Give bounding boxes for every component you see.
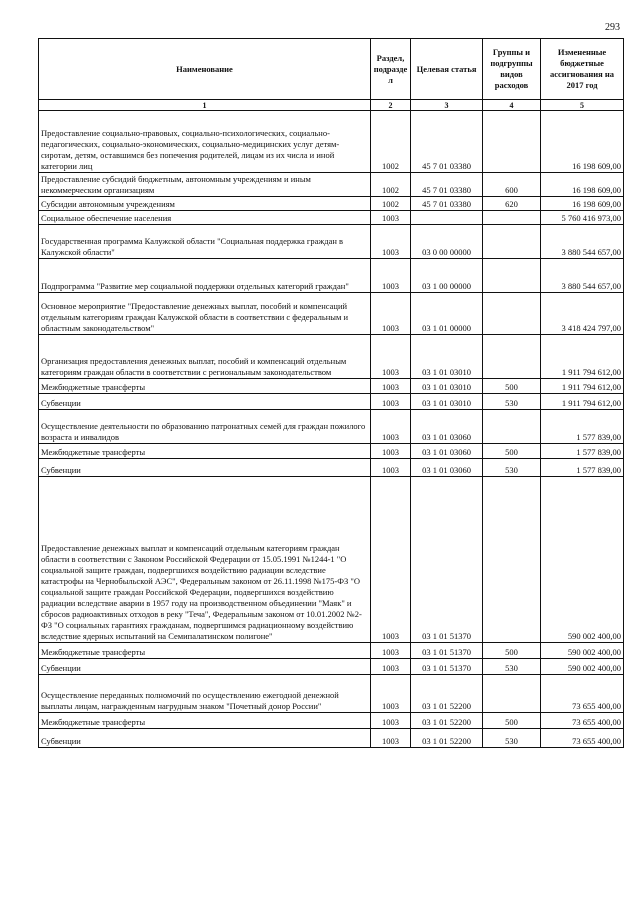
cell-group xyxy=(483,335,541,379)
cell-target xyxy=(411,211,483,225)
header-amount: Измененные бюджетные ассигнования на 2017 год xyxy=(541,39,624,100)
table-row xyxy=(39,394,624,410)
table-row xyxy=(39,379,624,394)
cell-section: 1002 xyxy=(371,173,411,197)
cell-target: 03 0 00 00000 xyxy=(411,225,483,259)
column-number: 1 xyxy=(39,100,371,111)
cell-group: 530 xyxy=(483,459,541,477)
table-row xyxy=(39,729,624,748)
cell-target: 03 1 01 52200 xyxy=(411,729,483,748)
cell-name: Подпрограмма "Развитие мер социальной поддержки отдельных категорий граждан" xyxy=(39,259,371,293)
cell-amount: 73 655 400,00 xyxy=(541,729,624,748)
cell-target: 45 7 01 03380 xyxy=(411,197,483,211)
cell-name: Государственная программа Калужской области "Социальная поддержка граждан в Калужской области" xyxy=(39,225,371,259)
cell-amount: 16 198 609,00 xyxy=(541,111,624,173)
cell-section: 1003 xyxy=(371,643,411,659)
cell-section: 1003 xyxy=(371,477,411,643)
cell-group xyxy=(483,293,541,335)
table-body xyxy=(39,111,624,748)
cell-group xyxy=(483,477,541,643)
cell-name: Осуществление деятельности по образованию патронатных семей для граждан пожилого возраста и инвалидов xyxy=(39,410,371,444)
table-row xyxy=(39,197,624,211)
cell-target: 03 1 01 03060 xyxy=(411,410,483,444)
cell-amount: 1 577 839,00 xyxy=(541,410,624,444)
cell-group: 500 xyxy=(483,713,541,729)
cell-group: 530 xyxy=(483,394,541,410)
cell-section: 1003 xyxy=(371,713,411,729)
header-target: Целевая статья xyxy=(411,39,483,100)
cell-section: 1003 xyxy=(371,459,411,477)
cell-name: Осуществление переданных полномочий по осуществлению ежегодной денежной выплаты лицам, награжденным нагрудным знаком "Почетный донор России" xyxy=(39,675,371,713)
cell-section: 1003 xyxy=(371,444,411,459)
cell-name: Межбюджетные трансферты xyxy=(39,444,371,459)
table-row xyxy=(39,659,624,675)
cell-section: 1003 xyxy=(371,225,411,259)
cell-target: 03 1 01 51370 xyxy=(411,643,483,659)
cell-target: 03 1 01 52200 xyxy=(411,675,483,713)
cell-group: 530 xyxy=(483,729,541,748)
cell-name: Субвенции xyxy=(39,459,371,477)
table-row xyxy=(39,477,624,643)
cell-name: Предоставление социально-правовых, социально-психологических, социально-педагогических, социально-экономических, социально-медицинских услуг детям-сиротам, детям, оставшимся без попечения родителей, лицам из их числа и иной категории лиц xyxy=(39,111,371,173)
cell-group: 500 xyxy=(483,643,541,659)
cell-group: 600 xyxy=(483,173,541,197)
table-row xyxy=(39,173,624,197)
cell-amount: 16 198 609,00 xyxy=(541,197,624,211)
cell-target: 45 7 01 03380 xyxy=(411,173,483,197)
table-row xyxy=(39,211,624,225)
cell-name: Межбюджетные трансферты xyxy=(39,643,371,659)
cell-section: 1002 xyxy=(371,197,411,211)
cell-section: 1002 xyxy=(371,111,411,173)
table-row xyxy=(39,410,624,444)
column-number: 5 xyxy=(541,100,624,111)
cell-amount: 16 198 609,00 xyxy=(541,173,624,197)
cell-group xyxy=(483,410,541,444)
cell-section: 1003 xyxy=(371,379,411,394)
cell-target: 03 1 01 03060 xyxy=(411,444,483,459)
page-number: 293 xyxy=(605,22,620,33)
cell-group xyxy=(483,225,541,259)
table-row xyxy=(39,459,624,477)
table-row xyxy=(39,259,624,293)
cell-name: Межбюджетные трансферты xyxy=(39,379,371,394)
cell-target: 03 1 01 03010 xyxy=(411,394,483,410)
cell-name: Субвенции xyxy=(39,659,371,675)
cell-target: 03 1 01 03010 xyxy=(411,335,483,379)
column-number: 3 xyxy=(411,100,483,111)
column-number-row xyxy=(39,100,624,111)
cell-section: 1003 xyxy=(371,259,411,293)
cell-name: Организация предоставления денежных выплат, пособий и компенсаций отдельным категориям граждан области в соответствии с региональным законодательством xyxy=(39,335,371,379)
cell-group xyxy=(483,111,541,173)
cell-target: 03 1 01 51370 xyxy=(411,477,483,643)
cell-group xyxy=(483,259,541,293)
cell-group: 500 xyxy=(483,444,541,459)
header-row xyxy=(39,39,624,100)
cell-target: 03 1 01 03010 xyxy=(411,379,483,394)
cell-group: 500 xyxy=(483,379,541,394)
cell-section: 1003 xyxy=(371,410,411,444)
cell-group xyxy=(483,675,541,713)
column-number: 2 xyxy=(371,100,411,111)
table-row xyxy=(39,444,624,459)
cell-target: 03 1 01 52200 xyxy=(411,713,483,729)
table-row xyxy=(39,111,624,173)
cell-target: 45 7 01 03380 xyxy=(411,111,483,173)
cell-group xyxy=(483,211,541,225)
cell-amount: 590 002 400,00 xyxy=(541,477,624,643)
cell-amount: 590 002 400,00 xyxy=(541,643,624,659)
cell-section: 1003 xyxy=(371,211,411,225)
cell-target: 03 1 01 00000 xyxy=(411,293,483,335)
table-row xyxy=(39,225,624,259)
cell-name: Основное мероприятие "Предоставление денежных выплат, пособий и компенсаций отдельным категориям граждан Калужской области в соответствии с федеральным и областным законодательством" xyxy=(39,293,371,335)
table-row xyxy=(39,675,624,713)
cell-amount: 590 002 400,00 xyxy=(541,659,624,675)
cell-name: Межбюджетные трансферты xyxy=(39,713,371,729)
cell-amount: 1 911 794 612,00 xyxy=(541,335,624,379)
cell-group: 620 xyxy=(483,197,541,211)
cell-section: 1003 xyxy=(371,659,411,675)
cell-target: 03 1 01 51370 xyxy=(411,659,483,675)
cell-amount: 1 577 839,00 xyxy=(541,444,624,459)
cell-target: 03 1 01 03060 xyxy=(411,459,483,477)
column-number: 4 xyxy=(483,100,541,111)
cell-section: 1003 xyxy=(371,675,411,713)
cell-name: Субсидии автономным учреждениям xyxy=(39,197,371,211)
cell-target: 03 1 00 00000 xyxy=(411,259,483,293)
cell-name: Субвенции xyxy=(39,394,371,410)
cell-amount: 1 577 839,00 xyxy=(541,459,624,477)
cell-section: 1003 xyxy=(371,335,411,379)
cell-amount: 3 880 544 657,00 xyxy=(541,225,624,259)
cell-amount: 3 418 424 797,00 xyxy=(541,293,624,335)
header-group: Группы и подгруппы видов расходов xyxy=(483,39,541,100)
cell-name: Социальное обеспечение населения xyxy=(39,211,371,225)
cell-group: 530 xyxy=(483,659,541,675)
table-row xyxy=(39,335,624,379)
cell-section: 1003 xyxy=(371,293,411,335)
header-section: Раздел, подразде л xyxy=(371,39,411,100)
cell-section: 1003 xyxy=(371,729,411,748)
cell-amount: 73 655 400,00 xyxy=(541,713,624,729)
cell-name: Субвенции xyxy=(39,729,371,748)
cell-amount: 1 911 794 612,00 xyxy=(541,394,624,410)
cell-amount: 1 911 794 612,00 xyxy=(541,379,624,394)
cell-amount: 3 880 544 657,00 xyxy=(541,259,624,293)
header-name: Наименование xyxy=(39,39,371,100)
table-row xyxy=(39,713,624,729)
cell-section: 1003 xyxy=(371,394,411,410)
budget-table xyxy=(38,38,624,748)
table-row xyxy=(39,643,624,659)
cell-amount: 5 760 416 973,00 xyxy=(541,211,624,225)
cell-name: Предоставление субсидий бюджетным, автономным учреждениям и иным некоммерческим организациям xyxy=(39,173,371,197)
cell-name: Предоставление денежных выплат и компенсаций отдельным категориям граждан области в соответствии с Законом Российской Федерации от 15.05.1991 №1244-1 "О социальной защите граждан, подвергшихся воздействию радиации вследствие катастрофы на Чернобыльской АЭС", Федеральным законом от 26.11.1998 №175-ФЗ "О социальной защите граждан Российской Федерации, подвергшихся воздействию радиации вследствие аварии в 1957 году на производственном объединении "Маяк" и сбросов радиоактивных отходов в реку "Теча", Федеральным законом от 10.01.2002 №2-ФЗ "О социальных гарантиях гражданам, подвергшимся радиационному воздействию вследствие ядерных испытаний на Семипалатинском полигоне" xyxy=(39,477,371,643)
cell-amount: 73 655 400,00 xyxy=(541,675,624,713)
table-row xyxy=(39,293,624,335)
